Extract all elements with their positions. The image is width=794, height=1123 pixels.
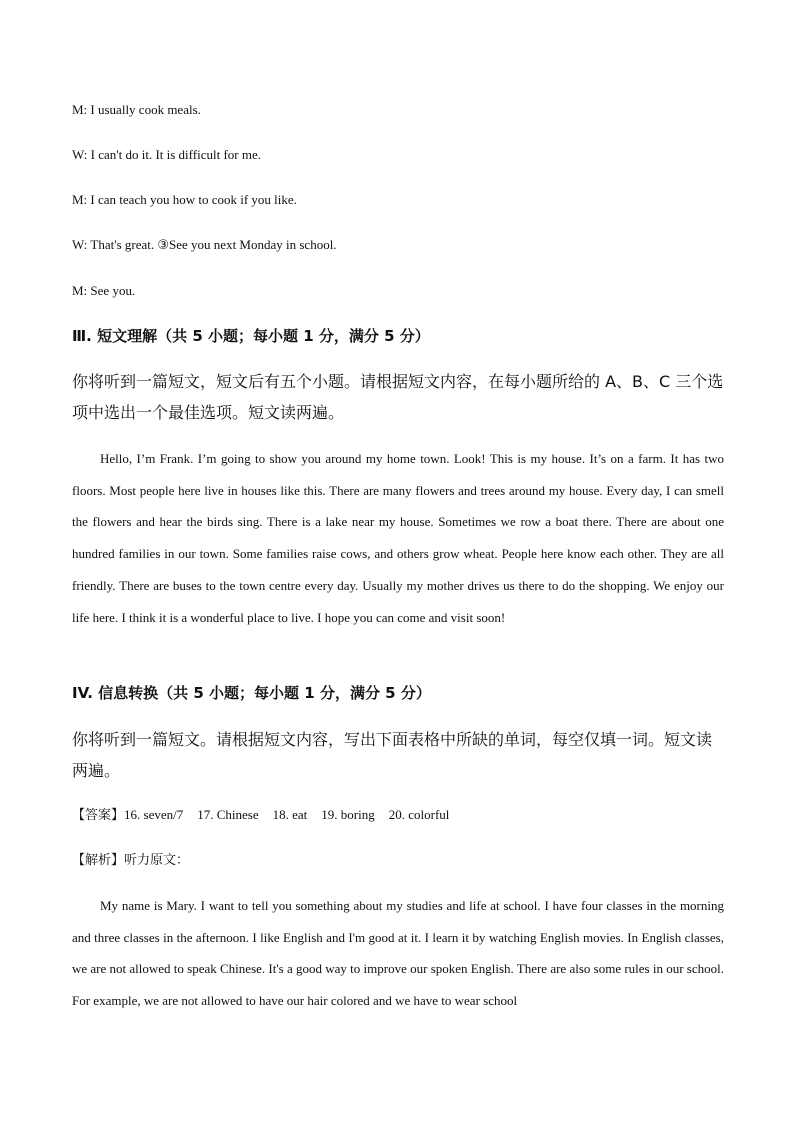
section-4-instruction: 你将听到一篇短文。请根据短文内容，写出下面表格中所缺的单词，每空仅填一词。短文读两遍。 [72,730,713,780]
dialogue-line-1: M: I usually cook meals. [72,102,201,117]
dialogue-line-3: M: I can teach you how to cook if you like. [72,192,297,207]
answer-16: 16. seven/7 [124,807,184,822]
section-3-passage: Hello, I’m Frank. I’m going to show you around my home town. Look! This is my house. It’s on a farm. It has two floors. Most people here live in houses like this. There are many flowers and trees around my house. Every day, I can smell the flowers and hear the birds sing. There is a lake near my house. Sometimes we row a boat there. There are about one hundred families in our town. Some families raise cows, and others grow wheat. People here know each other. They are all friendly. There are buses to the town centre every day. Usually my mother drives us there to do the shopping. We enjoy our life here. I think it is a wonderful place to live. I hope you can come and visit soon! [72,451,724,625]
answer-18: 18. eat [272,807,308,822]
section-3-instruction: 你将听到一篇短文，短文后有五个小题。请根据短文内容，在每小题所给的 A、B、C 三个选项中选出一个最佳选项。短文读两遍。 [72,372,724,422]
answer-17: 17. Chinese [197,807,259,822]
answer-19: 19. boring [321,807,375,822]
answer-line [72,806,463,825]
dialogue-line-4: W: That's great. ③See you next Monday in school. [72,237,337,252]
answer-label: 【答案】 [72,808,125,823]
answer-20: 20. colorful [388,807,450,822]
analysis-line [72,851,189,870]
dialogue-line-2: W: I can't do it. It is difficult for me. [72,147,261,162]
dialogue-line-5: M: See you. [72,283,136,298]
section-4-passage: My name is Mary. I want to tell you something about my studies and life at school. I have four classes in the morning and three classes in the afternoon. I like English and I'm good at it. I learn it by watching English movies. In English classes, we are not allowed to speak Chinese. It's a good way to improve our spoken English. There are also some rules in our school. For example, we are not allowed to have our hair colored and we have to wear school [72,898,724,1009]
section-4-heading: IV. 信息转换（共 5 小题；每小题 1 分，满分 5 分） [72,684,431,702]
analysis-label: 【解析】 [72,853,125,868]
analysis-text: 听力原文： [124,853,190,868]
section-3-heading: Ⅲ. 短文理解（共 5 小题；每小题 1 分，满分 5 分） [72,327,430,345]
